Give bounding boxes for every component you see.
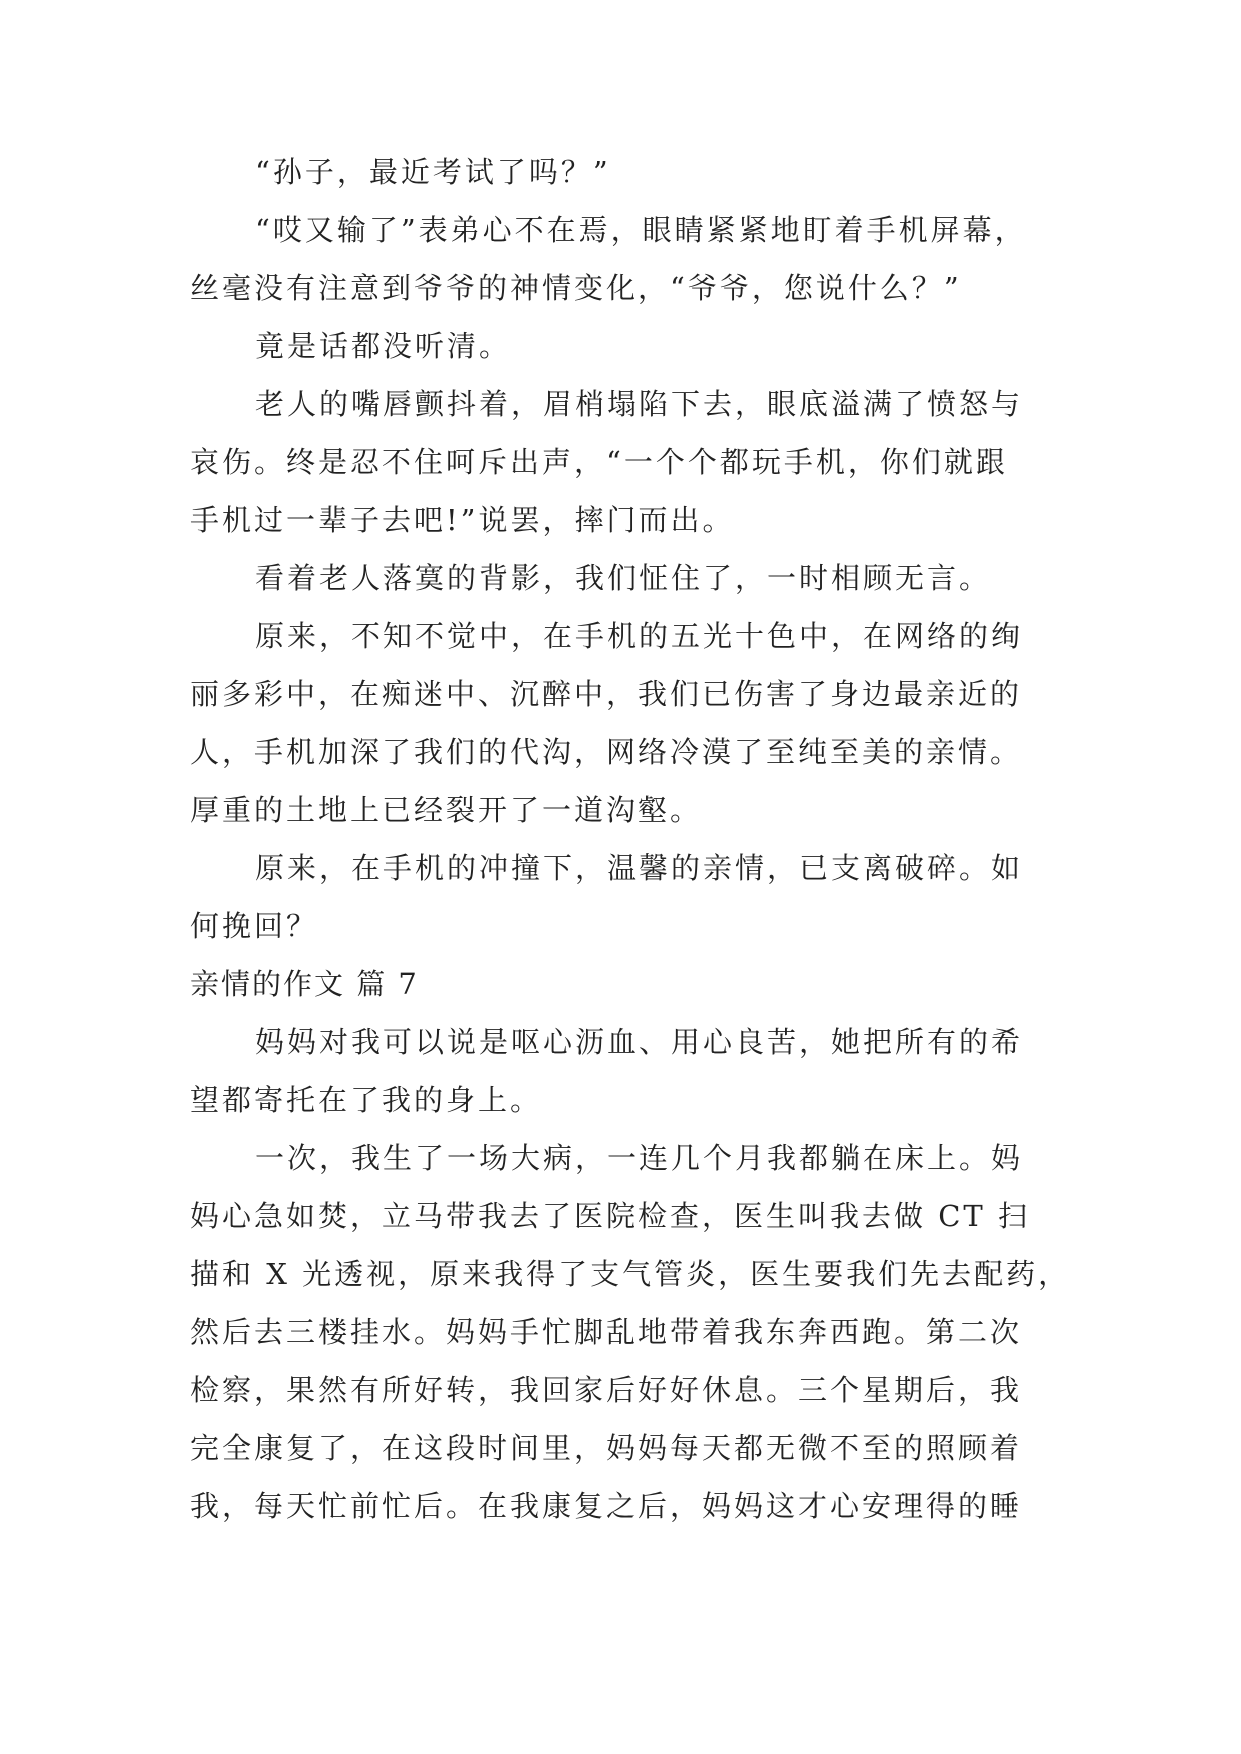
text-line: “哎又输了”表弟心不在焉，眼睛紧紧地盯着手机屏幕， bbox=[255, 213, 1027, 247]
text-line: 看着老人落寞的背影，我们怔住了，一时相顾无言。 bbox=[255, 561, 992, 595]
text-line: 描和 X 光透视，原来我得了支气管炎，医生要我们先去配药， bbox=[190, 1257, 1071, 1291]
text-line: 原来，不知不觉中，在手机的五光十色中，在网络的绚 bbox=[255, 619, 1024, 653]
text-line: 检察，果然有所好转，我回家后好好休息。三个星期后，我 bbox=[190, 1373, 1023, 1407]
text-line: 丽多彩中，在痴迷中、沉醉中，我们已伤害了身边最亲近的 bbox=[190, 677, 1023, 711]
text-line: 我，每天忙前忙后。在我康复之后，妈妈这才心安理得的睡 bbox=[190, 1489, 1023, 1523]
text-line: 人，手机加深了我们的代沟，网络冷漠了至纯至美的亲情。 bbox=[190, 735, 1023, 769]
text-line: 妈心急如焚，立马带我去了医院检查，医生叫我去做 CT 扫 bbox=[190, 1199, 1030, 1233]
text-line: 手机过一辈子去吧!”说罢，摔门而出。 bbox=[190, 503, 735, 537]
text-line: “孙子，最近考试了吗？” bbox=[255, 155, 611, 189]
text-line: 完全康复了，在这段时间里，妈妈每天都无微不至的照顾着 bbox=[190, 1431, 1023, 1465]
text-line: 厚重的土地上已经裂开了一道沟壑。 bbox=[190, 793, 703, 827]
text-line: 望都寄托在了我的身上。 bbox=[190, 1083, 543, 1117]
text-line: 丝毫没有注意到爷爷的神情变化，“爷爷，您说什么？” bbox=[190, 271, 962, 305]
text-line: 哀伤。终是忍不住呵斥出声，“一个个都玩手机，你们就跟 bbox=[190, 445, 1008, 479]
text-line: 老人的嘴唇颤抖着，眉梢塌陷下去，眼底溢满了愤怒与 bbox=[255, 387, 1024, 421]
text-line: 竟是话都没听清。 bbox=[255, 329, 512, 363]
text-line: 原来，在手机的冲撞下，温馨的亲情，已支离破碎。如 bbox=[255, 851, 1024, 885]
section-heading: 亲情的作文 篇 7 bbox=[190, 967, 419, 1001]
text-line: 何挽回？ bbox=[190, 909, 319, 943]
text-line: 一次，我生了一场大病，一连几个月我都躺在床上。妈 bbox=[255, 1141, 1024, 1175]
text-line: 然后去三楼挂水。妈妈手忙脚乱地带着我东奔西跑。第二次 bbox=[190, 1315, 1023, 1349]
text-line: 妈妈对我可以说是呕心沥血、用心良苦，她把所有的希 bbox=[255, 1025, 1024, 1059]
